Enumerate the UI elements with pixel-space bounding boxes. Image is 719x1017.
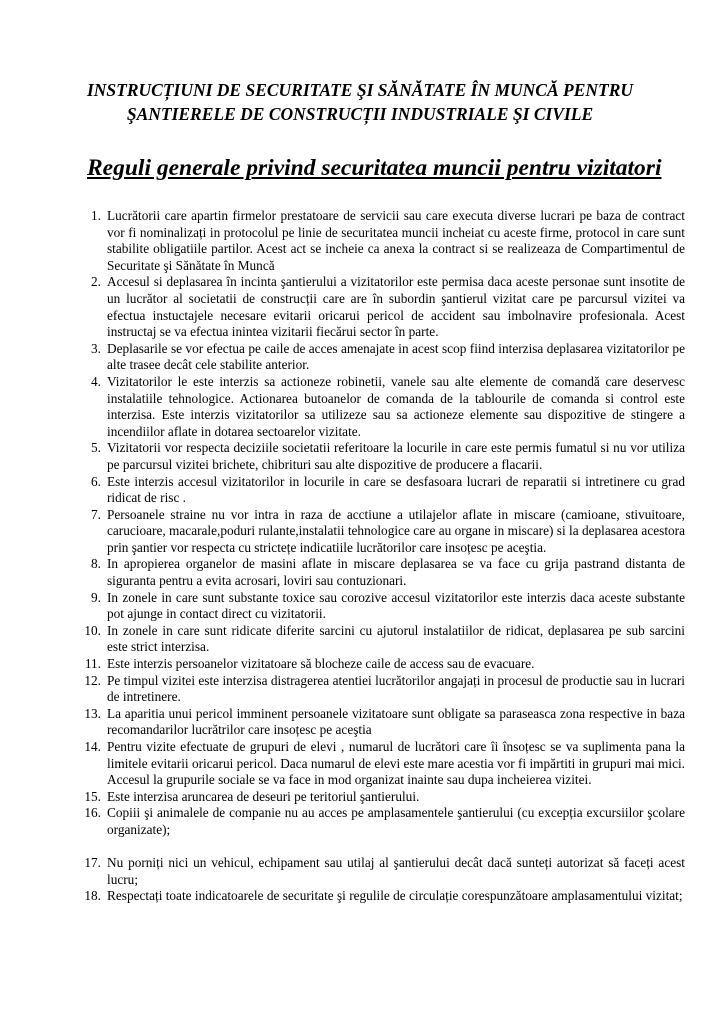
rule-number: 12. [84,672,101,688]
rule-text: Este interzisa aruncarea de deseuri pe teritoriul şantierului. [107,788,420,804]
rule-text: Nu porniți nici un vehicul, echipament sau utilaj al şantierului decât dacă sunteți autorizat să faceți acest lucru; [107,855,685,887]
rule-text: Pe timpul vizitei este interzisa distragerea atentiei lucrătorilor angajați in procesul de productie sau in lucrari de intretinere. [107,672,685,705]
rule-number: 16. [84,805,101,821]
rule-number: 1. [91,208,101,223]
rule-item [0,623,719,656]
rule-number: 9. [91,589,101,605]
rule-number: 10. [84,622,101,638]
rule-text: Pentru vizite efectuate de grupuri de elevi , numarul de lucrători care îi însoțesc se va suplimenta pana la limitele evitarii oricarui pericol. Daca numarul de elevi este mare acestia vor fi impărtiti in grupuri mai mici. Accesul la grupurile sociale se va face in mod organizat inainte sau dupa incheierea vizitei. [107,739,685,788]
rules-list [0,208,719,905]
rule-item [0,374,719,440]
rule-item [0,341,719,374]
rule-number: 5. [91,440,101,456]
rule-text: Respectați toate indicatoarele de securitate şi regulile de circulație corespunzătoare amplasamentului vizitat; [107,888,683,904]
rule-text: In zonele in care sunt substante toxice sau corozive accesul vizitatorilor este interzis daca aceste substante pot ajunge in contact direct cu vizitatorii. [107,589,685,622]
rule-number: 6. [91,473,101,489]
rule-item [0,474,719,507]
rule-text: La aparitia unui pericol imminent persoanele vizitatoare sunt obligate sa paraseasca zona respective in baza recomandarilor lucrătrilor care insoțesc pe aceştia [107,705,685,738]
rule-number: 13. [84,705,101,721]
rule-text: Vizitatorilor le este interzis sa actioneze robinetii, vanele sau alte elemente de comandă care deservesc instalatiile tehnologice. Actionarea butoanelor de comanda de la tablourile de comanda si control este interzisa. Este interzis vizitatorilor sa utilizeze sau sa actioneze elemente sau dispozitive de stingere a incendiilor aflate in dotarea sectoarelor vizitate. [107,373,685,439]
rule-item [0,805,719,838]
rule-number: 17. [84,855,101,871]
rule-number: 2. [91,274,101,290]
rule-text: Este interzis persoanelor vizitatoare să blocheze caile de access sau de evacuare. [107,656,535,672]
rule-number: 18. [84,888,101,904]
rule-text: Persoanele straine nu vor intra in raza de acctiune a utilajelor aflate in miscare (camioane, stivuitoare, carucioare, macarale,poduri rulante,instalatii tehnologice care au organe in miscare) si la deplasarea acestora prin şantier vor respecta cu strictețe indicatiile lucrătorilor care insoțesc pe aceştia. [107,506,685,555]
rule-item [0,739,719,789]
rule-item [0,440,719,473]
rule-item [0,855,719,888]
rule-item [0,888,719,905]
rule-text: Vizitatorii vor respecta deciziile societatii referitoare la locurile in care este permis fumatul si nu vor utiliza pe parcursul vizitei brichete, chibrituri sau alte dispozitive de producere a flacarii. [107,440,685,472]
rule-item [0,656,719,673]
section-subtitle: Reguli generale privind securitatea muncii pentru vizitatori [87,155,662,181]
rule-item [0,706,719,739]
rule-number: 15. [84,788,101,804]
rule-number: 7. [91,506,101,522]
rule-text: Lucrătorii care apartin firmelor prestatoare de servicii sau care executa diverse lucrari pe baza de contract vor fi nominalizați in protocolul pe linie de securitatea muncii incheiat cu aceste firme, protocol in care sunt stabilite obligatiile partilor. Acest act se incheie ca anexa la contract si se realizeaza de Compartimentul de Securitate şi Sănătate în Muncă [107,208,685,273]
rule-item [0,789,719,806]
rule-text: Copiii şi animalele de companie nu au acces pe amplasamentele şantierului (cu excepția excursiilor şcolare organizate); [107,805,685,837]
rule-text: Deplasarile se vor efectua pe caile de acces amenajate in acest scop fiind interzisa deplasarea vizitatorilor pe alte trasee decât cele stabilite anterior. [107,340,685,373]
rule-item [0,274,719,340]
rule-item [0,507,719,557]
rule-number: 3. [91,340,101,356]
title-line-1: INSTRUCȚIUNI DE SECURITATE ŞI SĂNĂTATE ÎN MUNCĂ PENTRU [86,80,634,100]
rule-text: Este interzis accesul vizitatorilor in locurile in care se desfasoara lucrari de reparatii si intretinere cu grad ridicat de risc . [107,473,685,506]
document-title [40,78,680,126]
rule-number: 11. [84,656,101,672]
rule-number: 14. [84,739,101,754]
rule-number: 4. [91,373,101,389]
rule-item [0,556,719,589]
rule-text: Accesul si deplasarea în incinta şantierului a vizitatorilor este permisa daca aceste personae sunt insotite de un lucrător al societatii de construcții care are în subordin şantierul vizitat care pe parcursul vizitei va efectua instuctajele necesare evitarii oricarui pericol de accident sau imbolnavire profesionala. Acest instructaj se va efectua inintea vizitarii fiecărui sector în parte. [107,274,685,340]
rule-text: In zonele in care sunt ridicate diferite sarcini cu ajutorul instalatiilor de ridicat, deplasarea pe sub sarcini este strict interzisa. [107,622,685,655]
title-line-2: ŞANTIERELE DE CONSTRUCȚII INDUSTRIALE ŞI CIVILE [126,104,594,124]
rule-number: 8. [91,556,101,572]
rule-item [0,208,719,274]
rule-item [0,673,719,706]
rule-text: In apropierea organelor de masini aflate in miscare deplasarea se va face cu grija pastrand distanta de siguranta pentru a evita acrosari, loviri sau contuzionari. [107,556,685,589]
rule-item [0,590,719,623]
